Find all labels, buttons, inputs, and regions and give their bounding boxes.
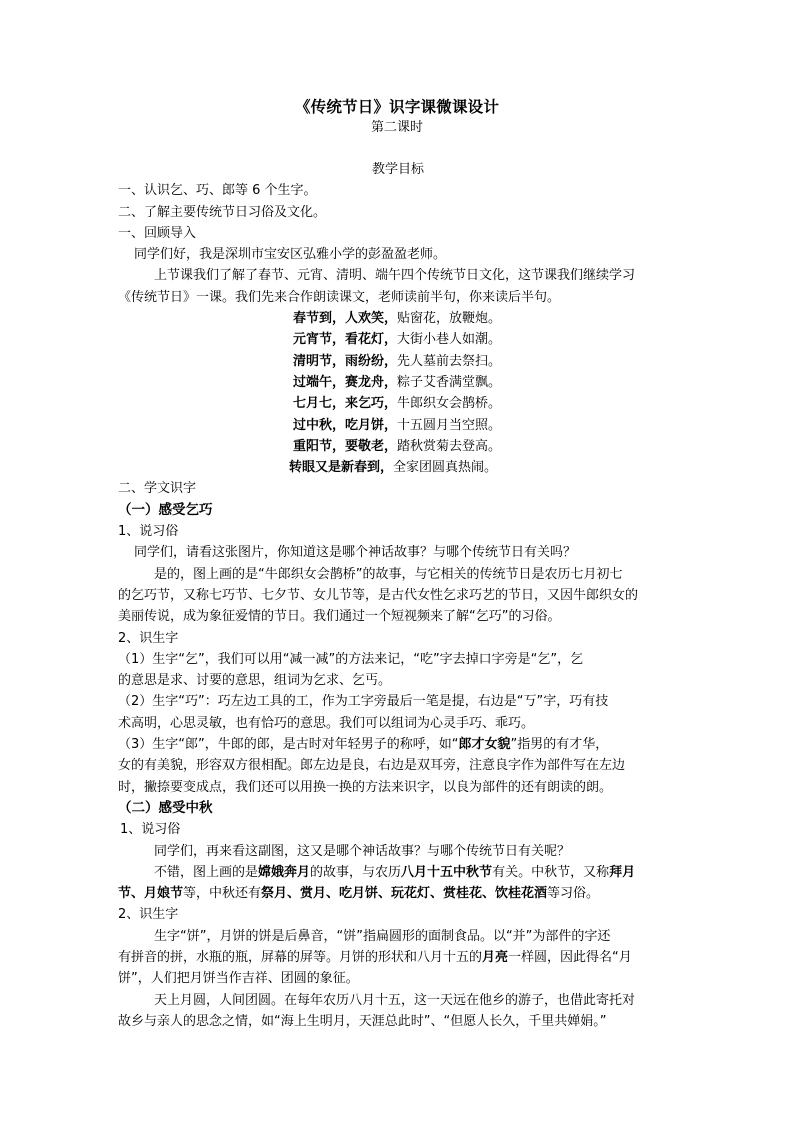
objective-item: 二、了解主要传统节日习俗及文化。 xyxy=(118,204,327,220)
paragraph-line: 时，撇捺要变成点，我们还可以用换一换的方法来识字，以良为部件的还有朗读的朗。 xyxy=(118,779,613,795)
paragraph-line: 天上月圆，人间团圆。在每年农历八月十五，这一天远在他乡的游子，也借此寄托对 xyxy=(154,992,636,1008)
text-run: 等习俗。 xyxy=(547,886,600,902)
poem-line-bold: 重阳节，要敬老， xyxy=(293,438,398,454)
poem-line xyxy=(118,457,678,478)
paragraph-line: 的意思是求、讨要的意思，组词为乞求、乞丐。 xyxy=(118,673,392,689)
poem-line xyxy=(118,329,678,350)
subheading: 2、识生字 xyxy=(118,630,179,646)
text-run: 等，中秋还有 xyxy=(183,886,262,902)
text-run: 有关。中秋节，又称 xyxy=(492,864,610,880)
text-run: 不错，图上画的是 xyxy=(154,864,259,880)
poem-line-rest: 先人墓前去祭扫。 xyxy=(397,353,502,369)
paragraph-line: 女的有美貌，形容双方很相配。郎左边是良，右边是双耳旁，注意良字作为部件写在左边 xyxy=(118,758,626,774)
review-paragraph: 同学们好，我是深圳市宝安区弘雅小学的彭盈盈老师。 xyxy=(134,247,447,263)
poem-line xyxy=(118,436,678,457)
paragraph-line: 故乡与亲人的思念之情，如“海上生明月，天涯总此时”、“但愿人长久，千里共婵娟。” xyxy=(118,1013,607,1029)
paragraph-line: 术高明，心思灵敏，也有恰巧的意思。我们可以组词为心灵手巧、乖巧。 xyxy=(118,715,535,731)
poem-line-bold: 过中秋，吃月饼， xyxy=(293,417,398,433)
section-heading-qiqiao: （一）感受乞巧 xyxy=(118,501,213,518)
question-paragraph: 同学们，请看这张图片，你知道这是哪个神话故事？与哪个传统节日有关吗？ xyxy=(134,545,577,561)
text-run: 有拼音的拼，水瓶的瓶，屏幕的屏等。月饼的形状和八月十五的 xyxy=(118,949,483,965)
paragraph-line: 饼”，人们把月饼当作吉祥、团圆的象征。 xyxy=(118,971,359,987)
poem-line-bold: 春节到，人欢笑， xyxy=(293,311,398,327)
poem-line-rest: 牛郎织女会鹊桥。 xyxy=(397,396,502,412)
page-title: 《传统节日》识字课微课设计 xyxy=(294,98,500,116)
poem-line-rest: 全家团圆真热闹。 xyxy=(393,460,498,476)
poem-line-bold: 元宵节，看花灯， xyxy=(293,332,398,348)
paragraph-line xyxy=(118,947,678,968)
paragraph-line: （1）生字“乞”，我们可以用“减一减”的方法来记，“吃”字去掉口字旁是“乞”，乞 xyxy=(118,651,584,667)
bold-term: 郎才女貌 xyxy=(458,737,511,753)
subheading: 2、识生字 xyxy=(118,907,179,923)
poem-line-rest: 十五圆月当空照。 xyxy=(397,417,502,433)
bold-term: 八月十五中秋节 xyxy=(401,864,493,880)
poem-line-rest: 粽子艾香满堂飘。 xyxy=(397,374,502,390)
paragraph-line: 的乞巧节，又称七巧节、七夕节、女儿节等，是古代女性乞求巧艺的节日，又因牛郎织女的 xyxy=(118,587,639,603)
paragraph-line: 美丽传说，成为象征爱情的节日。我们通过一个短视频来了解“乞巧”的习俗。 xyxy=(118,609,561,625)
paragraph-line xyxy=(118,883,678,904)
text-run: 一样圆，因此得名“月 xyxy=(508,949,632,965)
poem-line xyxy=(118,393,678,414)
subheading: 1、说习俗 xyxy=(120,822,181,838)
objectives-heading: 教学目标 xyxy=(371,162,424,177)
question-paragraph: 同学们，再来看这副图，这又是哪个神话故事？与哪个传统节日有关呢？ xyxy=(154,843,571,859)
page-subtitle: 第二课时 xyxy=(370,120,423,135)
poem-line-bold: 七月七，来乞巧， xyxy=(293,396,398,412)
poem-line-rest: 踏秋赏菊去登高。 xyxy=(397,438,502,454)
paragraph-line xyxy=(118,862,678,883)
text-run: 的故事，与农历 xyxy=(310,864,402,880)
bold-term: 拜月 xyxy=(609,864,636,880)
poem-line xyxy=(118,308,678,329)
text-run: ”指男的有才华， xyxy=(510,737,609,753)
poem-line-rest: 贴窗花，放鞭炮。 xyxy=(397,311,502,327)
poem-line-bold: 清明节，雨纷纷， xyxy=(293,353,398,369)
text-run: （3）生字“郎”，牛郎的郎，是古时对年轻男子的称呼，如“ xyxy=(118,737,459,753)
review-paragraph: 《传统节日》一课。我们先来合作朗读课文，老师读前半句，你来读后半句。 xyxy=(118,289,561,305)
review-heading: 一、回顾导入 xyxy=(118,225,197,241)
bold-term: 月亮 xyxy=(482,949,509,965)
paragraph-line: 是的，图上画的是“牛郎织女会鹊桥”的故事，与它相关的传统节日是农历七月初七 xyxy=(154,566,623,582)
poem-line xyxy=(118,372,678,393)
poem-line xyxy=(118,351,678,372)
review-paragraph: 上节课我们了解了春节、元宵、清明、端午四个传统节日文化，这节课我们继续学习 xyxy=(154,268,636,284)
poem xyxy=(118,308,678,478)
subheading: 1、说习俗 xyxy=(118,524,179,540)
objective-item: 一、认识乞、巧、郎等 6 个生字。 xyxy=(118,183,317,199)
paragraph-line xyxy=(118,734,678,755)
part2-heading: 二、学文识字 xyxy=(118,481,197,497)
section-heading-zhongqiu: （二）感受中秋 xyxy=(118,799,213,816)
bold-term: 嫦娥奔月 xyxy=(258,864,311,880)
poem-line-bold: 过端午，赛龙舟， xyxy=(293,374,398,390)
document-body xyxy=(118,159,678,1032)
paragraph-line: （2）生字“巧”：巧左边工具的工，作为工字旁最后一笔是提，右边是“丂”字，巧有技 xyxy=(118,694,609,710)
bold-term: 祭月、赏月、吃月饼、玩花灯、赏桂花、饮桂花酒 xyxy=(261,886,548,902)
paragraph-line: 生字“饼”，月饼的饼是后鼻音，“饼”指扁圆形的面制食品。以“并”为部件的字还 xyxy=(154,928,611,944)
poem-line xyxy=(118,415,678,436)
bold-term: 节、月娘节 xyxy=(118,886,184,902)
poem-line-bold: 转眼又是新春到， xyxy=(289,460,394,476)
poem-line-rest: 大街小巷人如潮。 xyxy=(397,332,502,348)
